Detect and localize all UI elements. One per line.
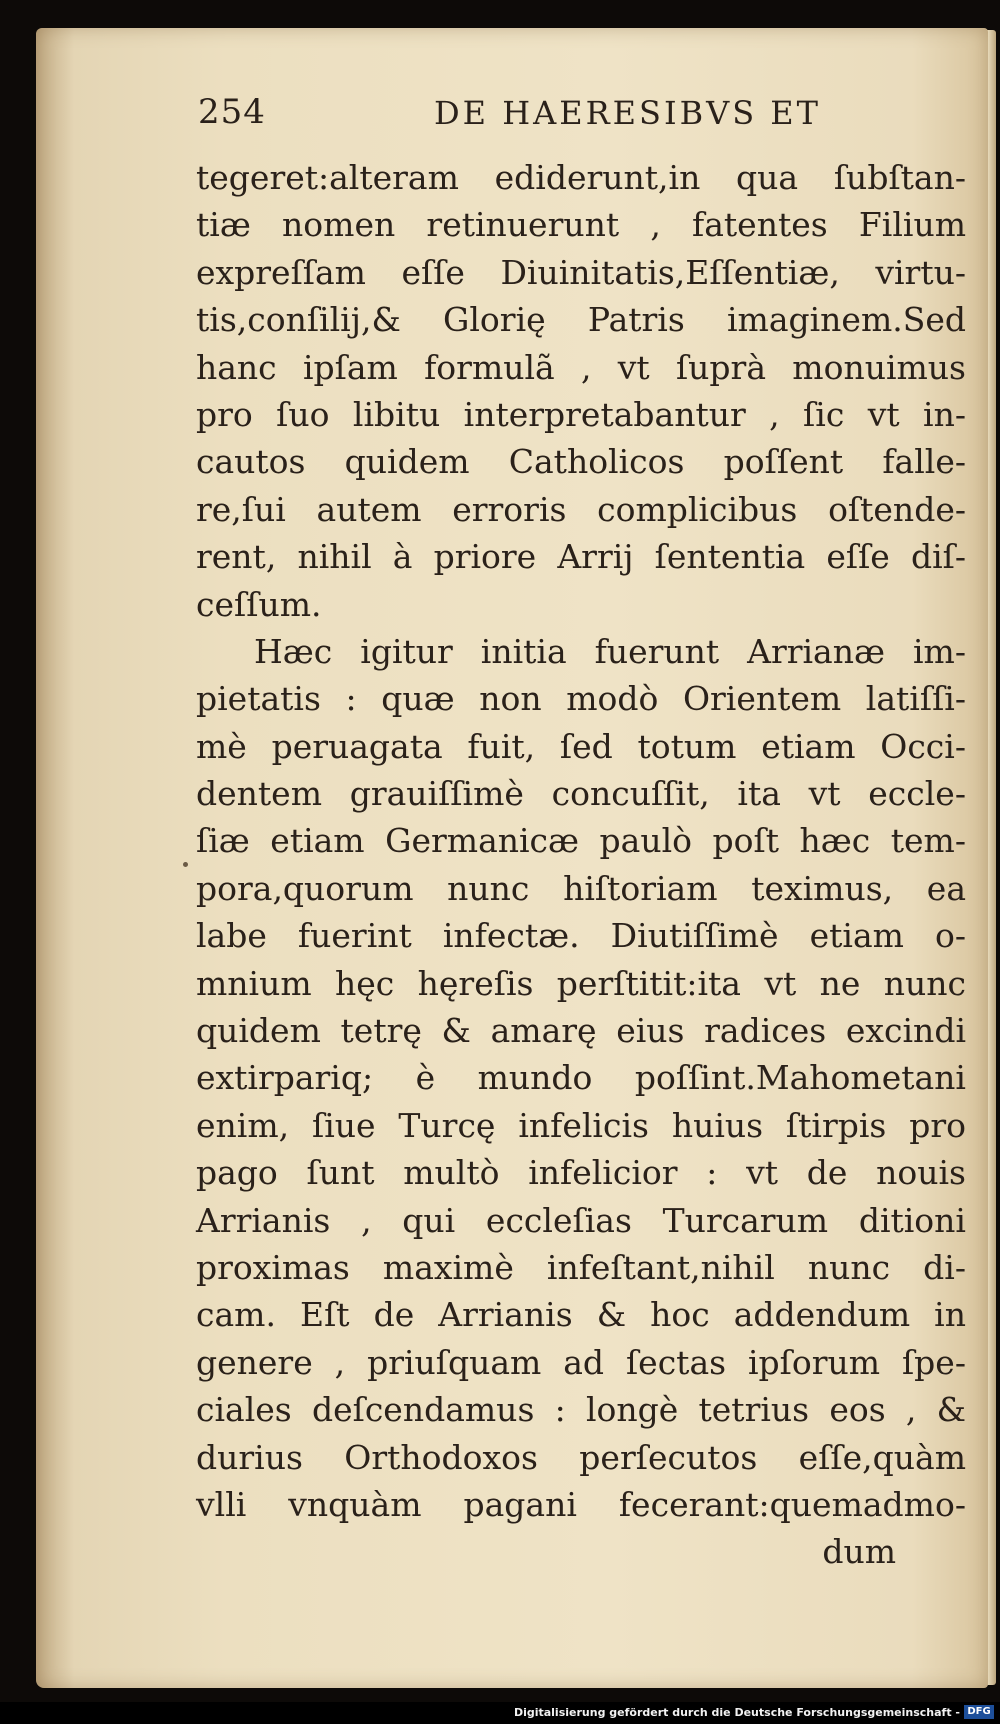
running-head: DE HAERESIBVS ET: [434, 94, 821, 132]
page-number: 254: [198, 92, 266, 132]
text-line: tegeret:alteram ediderunt,in qua ſubſtan-: [196, 158, 966, 197]
text-line: quidem tetrę & amarę eius radices excindi: [196, 1011, 966, 1051]
text-line: rent, nihil à priore Arrij ſententia eſſe diſ-: [196, 537, 966, 577]
text-line: extirpariq; è mundo poſſint.Mahometani: [196, 1058, 966, 1098]
text-line: hanc ipſam formulã , vt ſuprà monuimus: [196, 347, 966, 387]
page-header: [196, 92, 966, 154]
text-line: pora,quorum nunc hiſtoriam teximus, ea: [196, 868, 966, 908]
catchword: dum: [822, 1532, 896, 1572]
text-line: pro ſuo libitu interpretabantur , ſic vt in-: [196, 394, 966, 434]
text-line: vlli vnquàm pagani fecerant:quemadmo-: [196, 1484, 966, 1524]
paragraph-2: [196, 628, 966, 1576]
text-line: genere , priuſquam ad ſectas ipſorum ſpe-: [196, 1342, 966, 1382]
text-line: cam. Eſt de Arrianis & hoc addendum in: [196, 1295, 966, 1335]
text-line: Hæc igitur initia fuerunt Arrianæ im-: [254, 631, 966, 671]
text-line: ceſſum.: [196, 584, 322, 624]
text-line: cautos quidem Catholicos poſſent falle-: [196, 442, 966, 482]
dfg-logo: DFG: [964, 1705, 994, 1719]
text-line: Arrianis , qui eccleſias Turcarum ditioni: [196, 1200, 966, 1240]
text-line: re,ſui autem erroris complicibus oſtende-: [196, 489, 966, 529]
text-line: dentem grauiſſimè concuſſit, ita vt eccle-: [196, 774, 966, 814]
text-block: [196, 92, 966, 1576]
text-line: pago ſunt multò infelicior : vt de nouis: [196, 1153, 966, 1193]
text-line: mnium hęc hęreſis perſtitit:ita vt ne nunc: [196, 963, 966, 1003]
text-line: labe fuerint infectæ. Diutiſſimè etiam o-: [196, 916, 966, 956]
text-line: enim, ſiue Turcę infelicis huius ſtirpis pro: [196, 1105, 966, 1145]
text-line: mè peruagata fuit, ſed totum etiam Occi-: [196, 726, 966, 766]
ink-speck: [183, 862, 188, 867]
text-line: tiæ nomen retinuerunt , fatentes Filium: [196, 205, 966, 245]
text-line: tis,conſilij,& Glorię Patris imaginem.Sed: [196, 300, 966, 340]
funding-note: Digitalisierung gefördert durch die Deutsche Forschungsgemeinschaft -: [513, 1706, 960, 1719]
text-line: ciales deſcendamus : longè tetrius eos , &: [196, 1390, 966, 1430]
text-line: ſiæ etiam Germanicæ paulò poſt hæc tem-: [196, 821, 966, 861]
text-line: expreſſam eſſe Diuinitatis,Eſſentiæ, virtu-: [196, 252, 966, 292]
text-line: pietatis : quæ non modò Orientem latiſſi-: [196, 679, 966, 719]
text-line: proximas maximè infeſtant,nihil nunc di-: [196, 1247, 966, 1287]
text-line: durius Orthodoxos perſecutos eſſe,quàm: [196, 1437, 966, 1477]
paragraph-1: [196, 154, 966, 628]
